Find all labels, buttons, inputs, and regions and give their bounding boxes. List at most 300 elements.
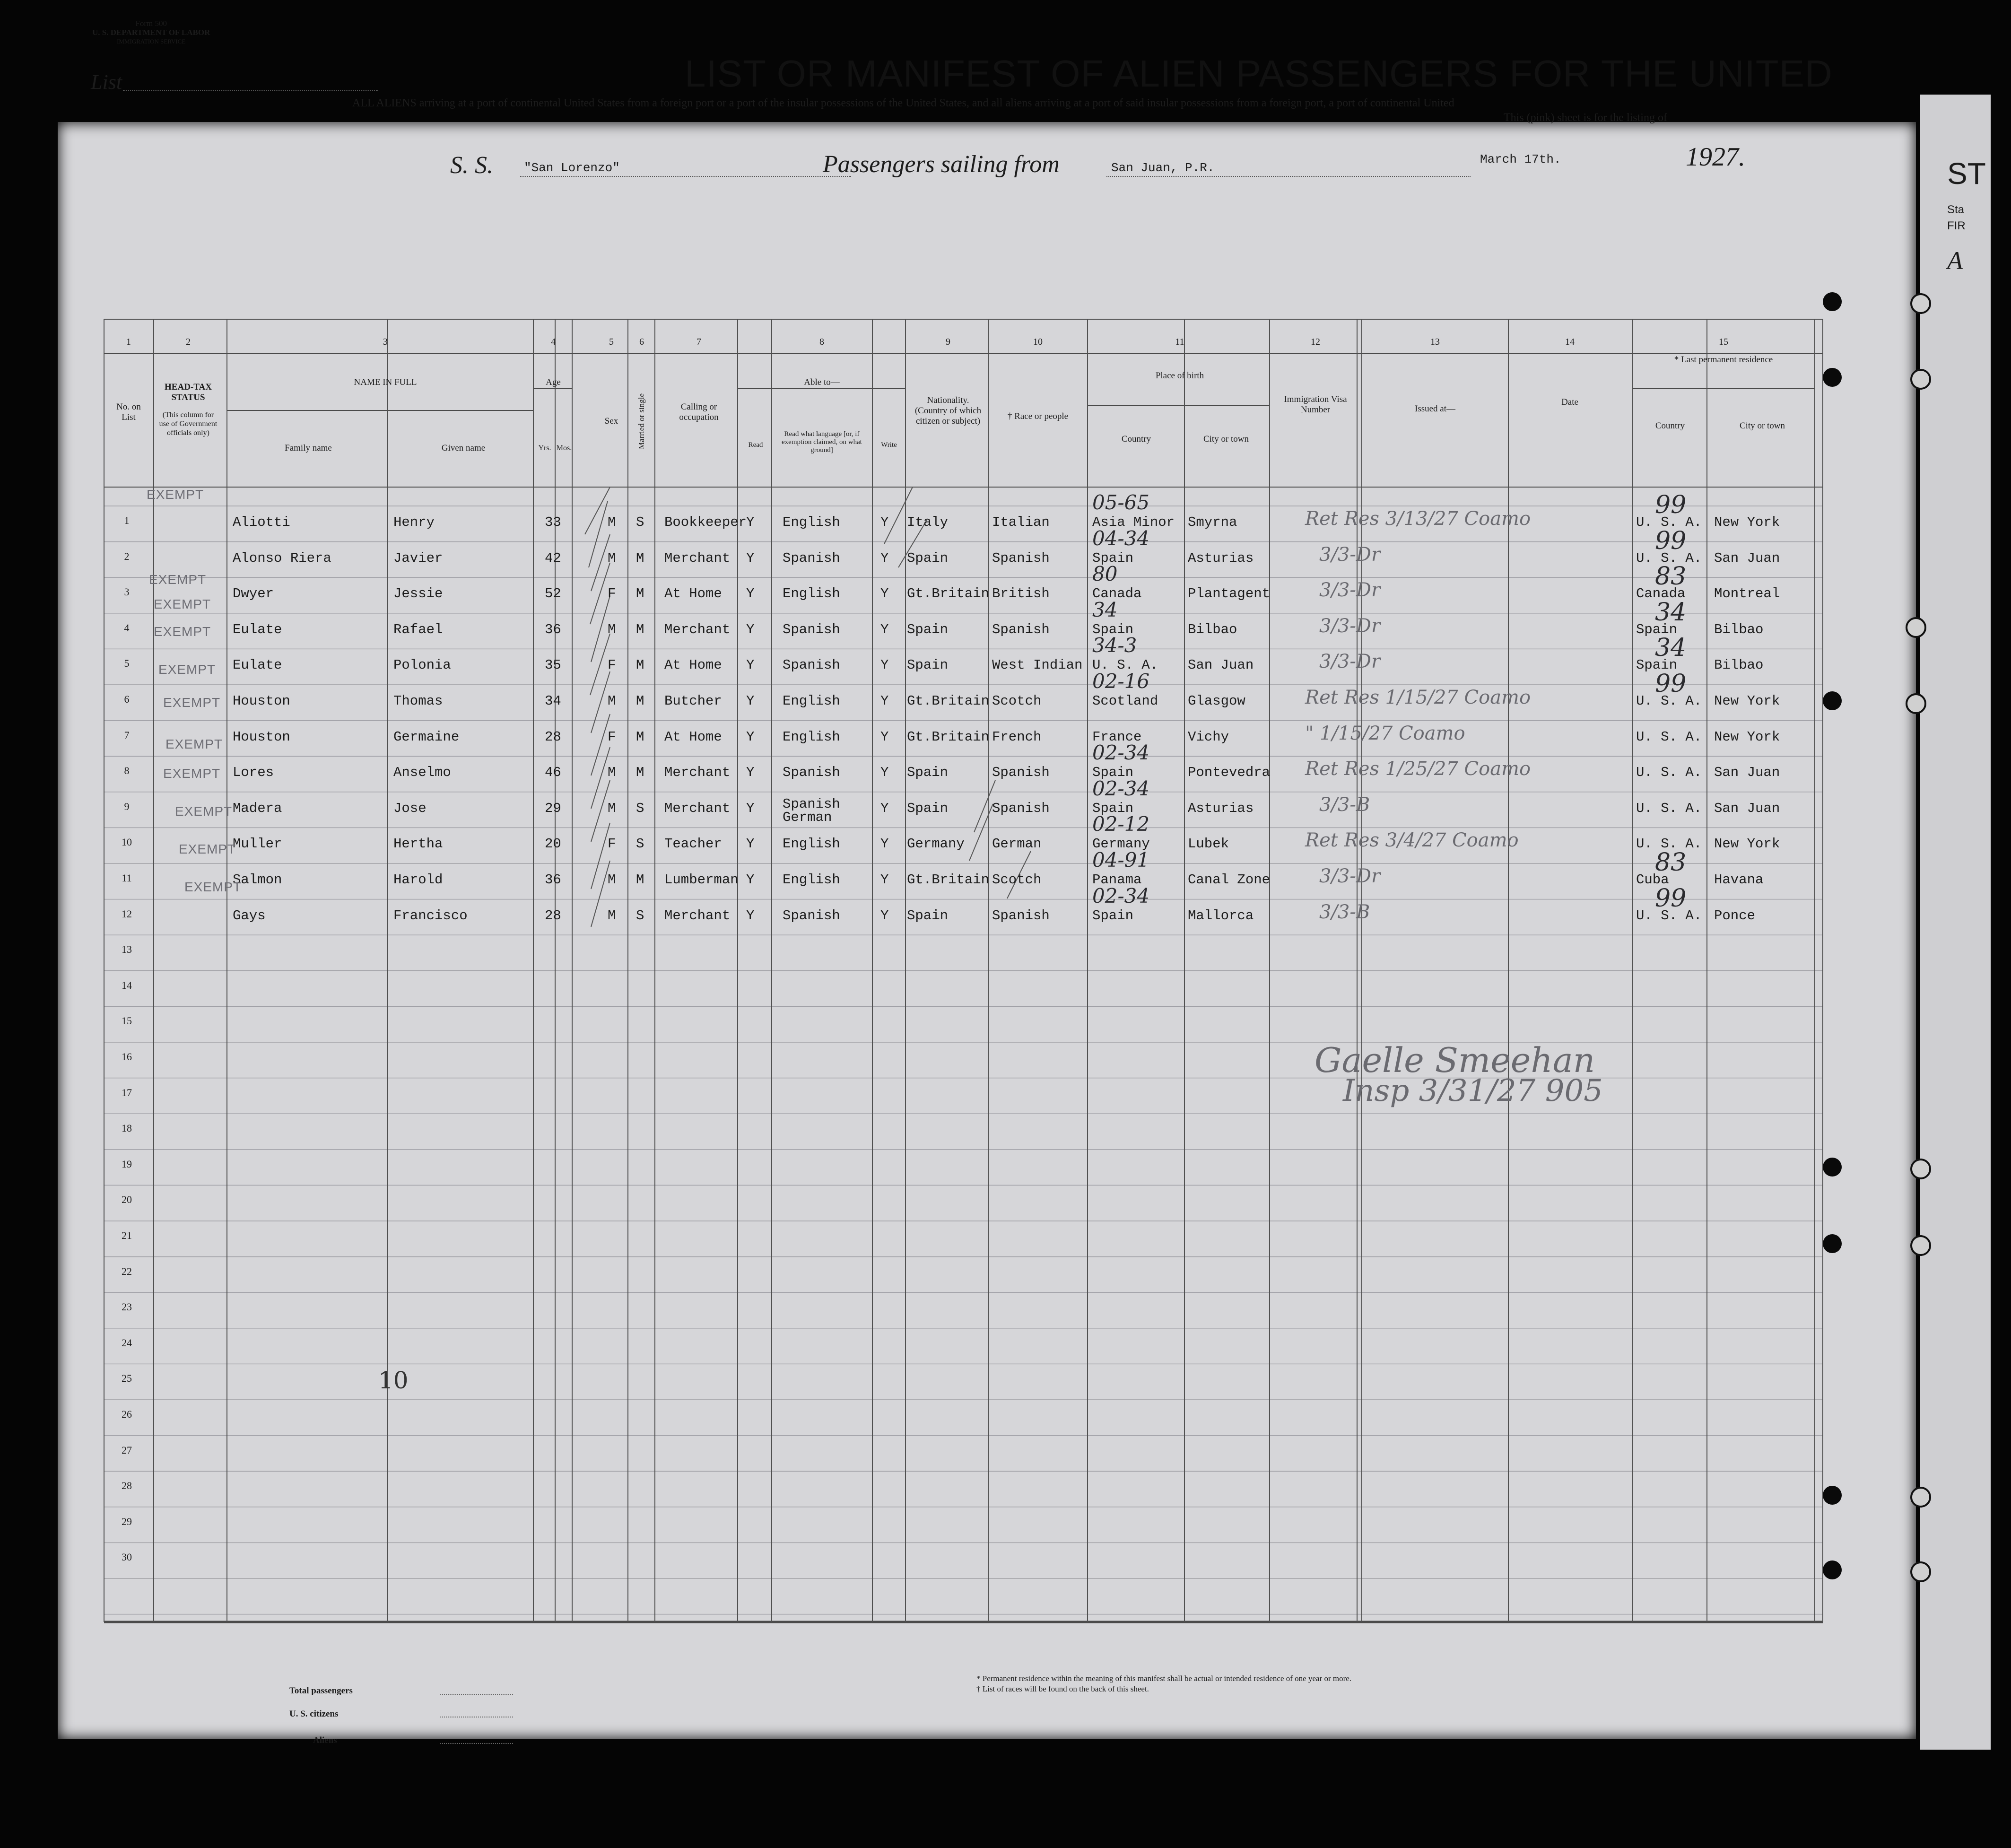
- can-read: Y: [746, 872, 755, 888]
- exempt-stamp: EXEMPT: [149, 572, 207, 587]
- given-name: Francisco: [393, 907, 468, 924]
- visa-note-annotation: 3/3-B: [1319, 793, 1370, 816]
- list-label: List: [91, 70, 122, 94]
- column-number: 9: [946, 337, 950, 347]
- marital-status: M: [636, 657, 644, 673]
- birth-code-annotation: 02-16: [1092, 670, 1150, 693]
- row-number: 12: [122, 907, 132, 920]
- birth-city: Lubek: [1188, 836, 1229, 852]
- marital-status: M: [636, 729, 644, 745]
- birth-code-annotation: 04-91: [1092, 848, 1150, 872]
- footnote-races: † List of races will be found on the back of this sheet.: [976, 1684, 1149, 1693]
- visa-note-annotation: 3/3-Dr: [1319, 615, 1381, 637]
- footer-total-line: [440, 1694, 513, 1695]
- can-write: Y: [880, 836, 889, 852]
- visa-note-annotation: 3/3-B: [1319, 901, 1370, 923]
- nationality: Gt.Britain: [907, 693, 990, 709]
- can-write: Y: [880, 514, 889, 530]
- row-number: 26: [122, 1408, 132, 1420]
- given-name: Germaine: [393, 729, 460, 745]
- occupation: Merchant: [664, 800, 731, 816]
- birth-country: Spain: [1092, 800, 1134, 816]
- punch-ring: [1906, 693, 1926, 714]
- birth-city: Asturias: [1188, 800, 1254, 816]
- marital-status: S: [636, 907, 644, 924]
- birth-code-annotation: 34-3: [1092, 634, 1137, 657]
- residence-code-annotation: 83: [1655, 562, 1687, 591]
- age-years: 34: [545, 693, 561, 709]
- inspector-signature: Gaelle Smeehan: [1315, 1040, 1595, 1080]
- marital-status: M: [636, 550, 644, 566]
- row-number: 22: [122, 1265, 132, 1277]
- exempt-stamp: EXEMPT: [175, 804, 233, 819]
- hdr-head-tax-note: (This column for use of Government officials only): [159, 411, 218, 437]
- sex: M: [608, 872, 616, 888]
- read-language: English: [783, 872, 840, 888]
- row-number: 25: [122, 1372, 132, 1385]
- row-number: 21: [122, 1229, 132, 1241]
- sailing-year: 1927.: [1686, 142, 1745, 172]
- family-name: Madera: [233, 800, 282, 816]
- read-language: English: [783, 836, 840, 852]
- punch-ring: [1910, 1159, 1931, 1179]
- visa-note-annotation: 3/3-Dr: [1319, 543, 1381, 566]
- residence-country: Spain: [1636, 621, 1678, 637]
- hdr-read: Read: [748, 441, 763, 449]
- residence-city: New York: [1714, 514, 1780, 530]
- hdr-visa: Immigration Visa Number: [1284, 394, 1347, 415]
- sex: M: [608, 907, 616, 924]
- punch-hole: [1823, 1486, 1842, 1505]
- sex: F: [608, 657, 616, 673]
- page-count-note: 10: [378, 1367, 409, 1394]
- birth-country: Canada: [1092, 586, 1142, 602]
- footer-citizens-label: U. S. citizens: [289, 1709, 339, 1719]
- row-number: 23: [122, 1301, 132, 1313]
- row-number: 7: [124, 729, 130, 741]
- birth-city: Asturias: [1188, 550, 1254, 566]
- exempt-stamp: EXEMPT: [158, 662, 216, 677]
- residence-city: San Juan: [1714, 800, 1780, 816]
- birth-country: Spain: [1092, 907, 1134, 924]
- residence-country: U. S. A.: [1636, 800, 1702, 816]
- sex: M: [608, 550, 616, 566]
- race: Spanish: [992, 550, 1050, 566]
- can-read: Y: [746, 907, 755, 924]
- residence-city: New York: [1714, 836, 1780, 852]
- marital-status: M: [636, 765, 644, 781]
- hdr-no-on-list: No. on List: [116, 402, 141, 422]
- occupation: Teacher: [664, 836, 722, 852]
- birth-city: Vichy: [1188, 729, 1229, 745]
- can-write: Y: [880, 872, 889, 888]
- family-name: Eulate: [233, 621, 282, 637]
- occupation: At Home: [664, 657, 722, 673]
- sex: M: [608, 514, 616, 530]
- can-read: Y: [746, 621, 755, 637]
- can-read: Y: [746, 657, 755, 673]
- row-number: 19: [122, 1158, 132, 1170]
- row-number: 10: [122, 836, 132, 848]
- given-name: Jessie: [393, 586, 443, 602]
- occupation: Merchant: [664, 550, 731, 566]
- visa-note-annotation: " 1/15/27 Coamo: [1305, 722, 1465, 744]
- row-number: 27: [122, 1444, 132, 1456]
- birth-code-annotation: 34: [1092, 598, 1118, 621]
- birth-city: Smyrna: [1188, 514, 1237, 530]
- race: Spanish: [992, 800, 1050, 816]
- next-sheet-sub1: Sta: [1947, 203, 1965, 216]
- given-name: Hertha: [393, 836, 443, 852]
- can-write: Y: [880, 729, 889, 745]
- hdr-married: Married or single: [637, 393, 646, 450]
- footer-aliens-label: Aliens: [313, 1735, 337, 1745]
- sailing-label: Passengers sailing from: [823, 151, 1060, 178]
- can-write: Y: [880, 550, 889, 566]
- row-number: 20: [122, 1194, 132, 1206]
- race: West Indian: [992, 657, 1083, 673]
- hdr-family-name: Family name: [285, 443, 332, 453]
- hdr-age: Age: [546, 377, 561, 387]
- occupation: At Home: [664, 729, 722, 745]
- residence-city: Ponce: [1714, 907, 1756, 924]
- row-number: 28: [122, 1480, 132, 1492]
- punch-hole: [1823, 1158, 1842, 1177]
- nationality: Gt.Britain: [907, 586, 990, 602]
- residence-code-annotation: 99: [1655, 884, 1687, 913]
- punch-ring: [1910, 1561, 1931, 1582]
- exempt-stamp: EXEMPT: [163, 695, 221, 710]
- read-language: Spanish: [783, 657, 840, 673]
- birth-country: Panama: [1092, 872, 1142, 888]
- sailing-date: March 17th.: [1480, 152, 1561, 166]
- column-number: 3: [383, 337, 388, 347]
- punch-hole: [1823, 691, 1842, 710]
- age-years: 36: [545, 872, 561, 888]
- read-language: Spanish: [783, 621, 840, 637]
- exempt-stamp: EXEMPT: [184, 880, 242, 894]
- residence-city: Havana: [1714, 872, 1764, 888]
- age-years: 36: [545, 621, 561, 637]
- age-years: 29: [545, 800, 561, 816]
- occupation: Merchant: [664, 765, 731, 781]
- visa-note-annotation: Ret Res 3/4/27 Coamo: [1305, 829, 1519, 852]
- punch-hole: [1823, 292, 1842, 311]
- exempt-stamp: EXEMPT: [154, 597, 211, 611]
- nationality: Spain: [907, 657, 949, 673]
- punch-hole: [1823, 1234, 1842, 1253]
- service-name: IMMIGRATION SERVICE: [117, 38, 186, 45]
- visa-note-annotation: 3/3-Dr: [1319, 651, 1381, 673]
- can-read: Y: [746, 550, 755, 566]
- punch-hole: [1823, 368, 1842, 387]
- hdr-yrs: Yrs.: [538, 444, 551, 452]
- nationality: Spain: [907, 621, 949, 637]
- can-read: Y: [746, 765, 755, 781]
- sex: F: [608, 586, 616, 602]
- age-years: 28: [545, 729, 561, 745]
- row-number: 2: [124, 550, 130, 562]
- subtitle-pink-sheet: This (pink) sheet is for the listing of: [1504, 112, 1667, 124]
- occupation: Butcher: [664, 693, 722, 709]
- race: German: [992, 836, 1042, 852]
- can-read: Y: [746, 836, 755, 852]
- occupation: Bookkeeper: [664, 514, 747, 530]
- ss-label: S. S.: [450, 152, 493, 179]
- birth-city: San Juan: [1188, 657, 1254, 673]
- given-name: Polonia: [393, 657, 451, 673]
- birth-code-annotation: 02-34: [1092, 884, 1150, 907]
- column-number: 13: [1430, 337, 1440, 347]
- residence-city: San Juan: [1714, 550, 1780, 566]
- punch-ring: [1910, 1487, 1931, 1508]
- visa-note-annotation: Ret Res 3/13/27 Coamo: [1305, 508, 1531, 530]
- hdr-sex: Sex: [604, 416, 618, 426]
- department-name: U. S. DEPARTMENT OF LABOR: [92, 28, 210, 37]
- birth-code-annotation: 02-34: [1092, 776, 1150, 800]
- row-number: 24: [122, 1336, 132, 1349]
- can-write: Y: [880, 657, 889, 673]
- visa-note-annotation: Ret Res 1/25/27 Coamo: [1305, 758, 1531, 780]
- sex: M: [608, 765, 616, 781]
- read-language: English: [783, 514, 840, 530]
- birth-country: Germany: [1092, 836, 1150, 852]
- read-language: Spanish: [783, 550, 840, 566]
- column-number: 8: [819, 337, 824, 347]
- residence-code-annotation: 34: [1655, 598, 1687, 627]
- read-language: English: [783, 729, 840, 745]
- column-number: 14: [1565, 337, 1575, 347]
- hdr-able-to: Able to—: [804, 377, 840, 387]
- given-name: Thomas: [393, 693, 443, 709]
- race: British: [992, 586, 1050, 602]
- hdr-read-language: Read what language [or, if exemption claimed, on what ground]: [782, 430, 862, 454]
- residence-city: New York: [1714, 729, 1780, 745]
- can-write: Y: [880, 907, 889, 924]
- read-language: English: [783, 693, 840, 709]
- footer-total-label: Total passengers: [289, 1686, 353, 1696]
- column-number: 12: [1311, 337, 1320, 347]
- row-number: 4: [124, 621, 130, 634]
- can-write: Y: [880, 621, 889, 637]
- residence-city: Bilbao: [1714, 621, 1764, 637]
- family-name: Aliotti: [233, 514, 290, 530]
- read-language: Spanish: [783, 907, 840, 924]
- can-write: Y: [880, 765, 889, 781]
- visa-note-annotation: Ret Res 1/15/27 Coamo: [1305, 687, 1531, 708]
- race: French: [992, 729, 1042, 745]
- age-years: 20: [545, 836, 561, 852]
- residence-code-annotation: 99: [1655, 491, 1687, 519]
- given-name: Rafael: [393, 621, 443, 637]
- family-name: Alonso Riera: [233, 550, 331, 566]
- sex: F: [608, 729, 616, 745]
- exempt-stamp: EXEMPT: [163, 766, 221, 781]
- can-write: Y: [880, 586, 889, 602]
- race: Spanish: [992, 621, 1050, 637]
- hdr-mos: Mos.: [556, 444, 572, 452]
- column-number: 11: [1175, 337, 1184, 347]
- sex: F: [608, 836, 616, 852]
- footer-aliens-line: [440, 1743, 513, 1744]
- row-number: 5: [124, 657, 130, 670]
- row-number: 6: [124, 693, 130, 705]
- birth-city: Mallorca: [1188, 907, 1254, 924]
- row-number: 14: [122, 979, 132, 991]
- punch-hole: [1823, 1560, 1842, 1579]
- birth-country: U. S. A.: [1092, 657, 1158, 673]
- birth-city: Pontevedra: [1188, 765, 1271, 781]
- age-years: 28: [545, 907, 561, 924]
- birth-city: Plantagent: [1188, 586, 1271, 602]
- hdr-last-residence: * Last permanent residence: [1674, 355, 1773, 365]
- residence-country: U. S. A.: [1636, 693, 1702, 709]
- birth-code-annotation: 04-34: [1092, 526, 1150, 550]
- occupation: At Home: [664, 586, 722, 602]
- birth-country: Spain: [1092, 621, 1134, 637]
- age-years: 46: [545, 765, 561, 781]
- visa-note-annotation: 3/3-Dr: [1319, 865, 1381, 887]
- can-read: Y: [746, 729, 755, 745]
- hdr-name-in-full: NAME IN FULL: [354, 377, 417, 387]
- hdr-head-tax: HEAD-TAX STATUS: [165, 382, 212, 402]
- row-number: 18: [122, 1122, 132, 1134]
- column-number: 2: [186, 337, 191, 347]
- birth-country: Asia Minor: [1092, 514, 1175, 530]
- can-read: Y: [746, 693, 755, 709]
- family-name: Muller: [233, 836, 282, 852]
- birth-city: Bilbao: [1188, 621, 1237, 637]
- exempt-stamp: EXEMPT: [147, 487, 204, 502]
- hdr-given-name: Given name: [441, 443, 486, 453]
- race: Scotch: [992, 693, 1042, 709]
- departure-port: San Juan, P.R.: [1111, 161, 1215, 175]
- residence-country: Canada: [1636, 586, 1686, 602]
- visa-note-annotation: 3/3-Dr: [1319, 579, 1381, 601]
- column-number: 4: [551, 337, 556, 347]
- residence-city: New York: [1714, 693, 1780, 709]
- row-number: 3: [124, 586, 130, 598]
- column-number: 15: [1719, 337, 1728, 347]
- column-number: 7: [696, 337, 701, 347]
- footnote-residence: * Permanent residence within the meaning of this manifest shall be actual or intended residence of one year or more.: [976, 1674, 1352, 1683]
- birth-city: Canal Zone: [1188, 872, 1271, 888]
- birth-code-annotation: 02-34: [1092, 741, 1150, 765]
- race: Spanish: [992, 907, 1050, 924]
- can-read: Y: [746, 800, 755, 816]
- hdr-nationality: Nationality. (Country of which citizen or subject): [914, 395, 982, 426]
- residence-country: U. S. A.: [1636, 836, 1702, 852]
- birth-country: Spain: [1092, 550, 1134, 566]
- marital-status: S: [636, 800, 644, 816]
- row-number: 15: [122, 1015, 132, 1027]
- column-number: 5: [609, 337, 614, 347]
- family-name: Dwyer: [233, 586, 274, 602]
- marital-status: M: [636, 872, 644, 888]
- form-number: Form 500: [135, 19, 167, 28]
- given-name: Anselmo: [393, 765, 451, 781]
- nationality: Italy: [907, 514, 949, 530]
- read-language: English: [783, 586, 840, 602]
- family-name: Eulate: [233, 657, 282, 673]
- hdr-birth-country: Country: [1121, 434, 1151, 444]
- hdr-calling: Calling or occupation: [679, 402, 719, 422]
- can-write: Y: [880, 800, 889, 816]
- family-name: Salmon: [233, 872, 282, 888]
- column-number: 10: [1033, 337, 1043, 347]
- marital-status: M: [636, 586, 644, 602]
- read-language: Spanish German: [783, 796, 840, 825]
- given-name: Jose: [393, 800, 427, 816]
- hdr-res-city: City or town: [1739, 421, 1785, 431]
- marital-status: S: [636, 836, 644, 852]
- birth-country: Spain: [1092, 765, 1134, 781]
- race: Spanish: [992, 765, 1050, 781]
- residence-country: Cuba: [1636, 872, 1669, 888]
- family-name: Houston: [233, 729, 290, 745]
- residence-country: U. S. A.: [1636, 907, 1702, 924]
- race: Italian: [992, 514, 1050, 530]
- row-number: 9: [124, 800, 130, 812]
- punch-ring: [1910, 1235, 1931, 1256]
- family-name: Houston: [233, 693, 290, 709]
- age-years: 42: [545, 550, 561, 566]
- punch-ring: [1910, 369, 1931, 390]
- residence-code-annotation: 99: [1655, 670, 1687, 698]
- residence-code-annotation: 99: [1655, 526, 1687, 555]
- subtitle-text: ALL ALIENS arriving at a port of continental United States from a foreign port or a port of the insular possessions of the United States, and all aliens arriving at a port of said insular possessions from a foreign port, a port of continental United: [352, 97, 1454, 109]
- can-write: Y: [880, 693, 889, 709]
- marital-status: M: [636, 621, 644, 637]
- birth-code-annotation: 80: [1092, 562, 1118, 586]
- next-sheet-sub3: A: [1947, 246, 1963, 275]
- residence-city: San Juan: [1714, 765, 1780, 781]
- residence-city: Bilbao: [1714, 657, 1764, 673]
- exempt-stamp: EXEMPT: [165, 737, 223, 751]
- row-number: 29: [122, 1515, 132, 1527]
- row-number: 17: [122, 1086, 132, 1098]
- nationality: Spain: [907, 800, 949, 816]
- birth-code-annotation: 02-12: [1092, 812, 1150, 836]
- sex: M: [608, 693, 616, 709]
- residence-code-annotation: 34: [1655, 634, 1687, 662]
- age-years: 52: [545, 586, 561, 602]
- nationality: Gt.Britain: [907, 872, 990, 888]
- row-number: 1: [124, 514, 130, 526]
- hdr-birth-city: City or town: [1203, 434, 1249, 444]
- hdr-place-of-birth: Place of birth: [1155, 371, 1204, 381]
- ship-name: "San Lorenzo": [524, 161, 620, 175]
- next-sheet-sub2: FIR: [1947, 219, 1966, 232]
- birth-country: France: [1092, 729, 1142, 745]
- punch-ring: [1910, 293, 1931, 314]
- nationality: Gt.Britain: [907, 729, 990, 745]
- next-sheet-title: ST: [1947, 157, 1986, 191]
- given-name: Javier: [393, 550, 443, 566]
- column-number: 6: [639, 337, 644, 347]
- nationality: Spain: [907, 907, 949, 924]
- residence-code-annotation: 83: [1655, 848, 1687, 877]
- residence-country: U. S. A.: [1636, 765, 1702, 781]
- can-read: Y: [746, 586, 755, 602]
- nationality: Germany: [907, 836, 965, 852]
- residence-country: U. S. A.: [1636, 514, 1702, 530]
- exempt-stamp: EXEMPT: [179, 842, 236, 856]
- birth-country: Scotland: [1092, 693, 1158, 709]
- given-name: Harold: [393, 872, 443, 888]
- residence-country: U. S. A.: [1636, 550, 1702, 566]
- page-title: LIST OR MANIFEST OF ALIEN PASSENGERS FOR THE UNITED: [685, 52, 1833, 95]
